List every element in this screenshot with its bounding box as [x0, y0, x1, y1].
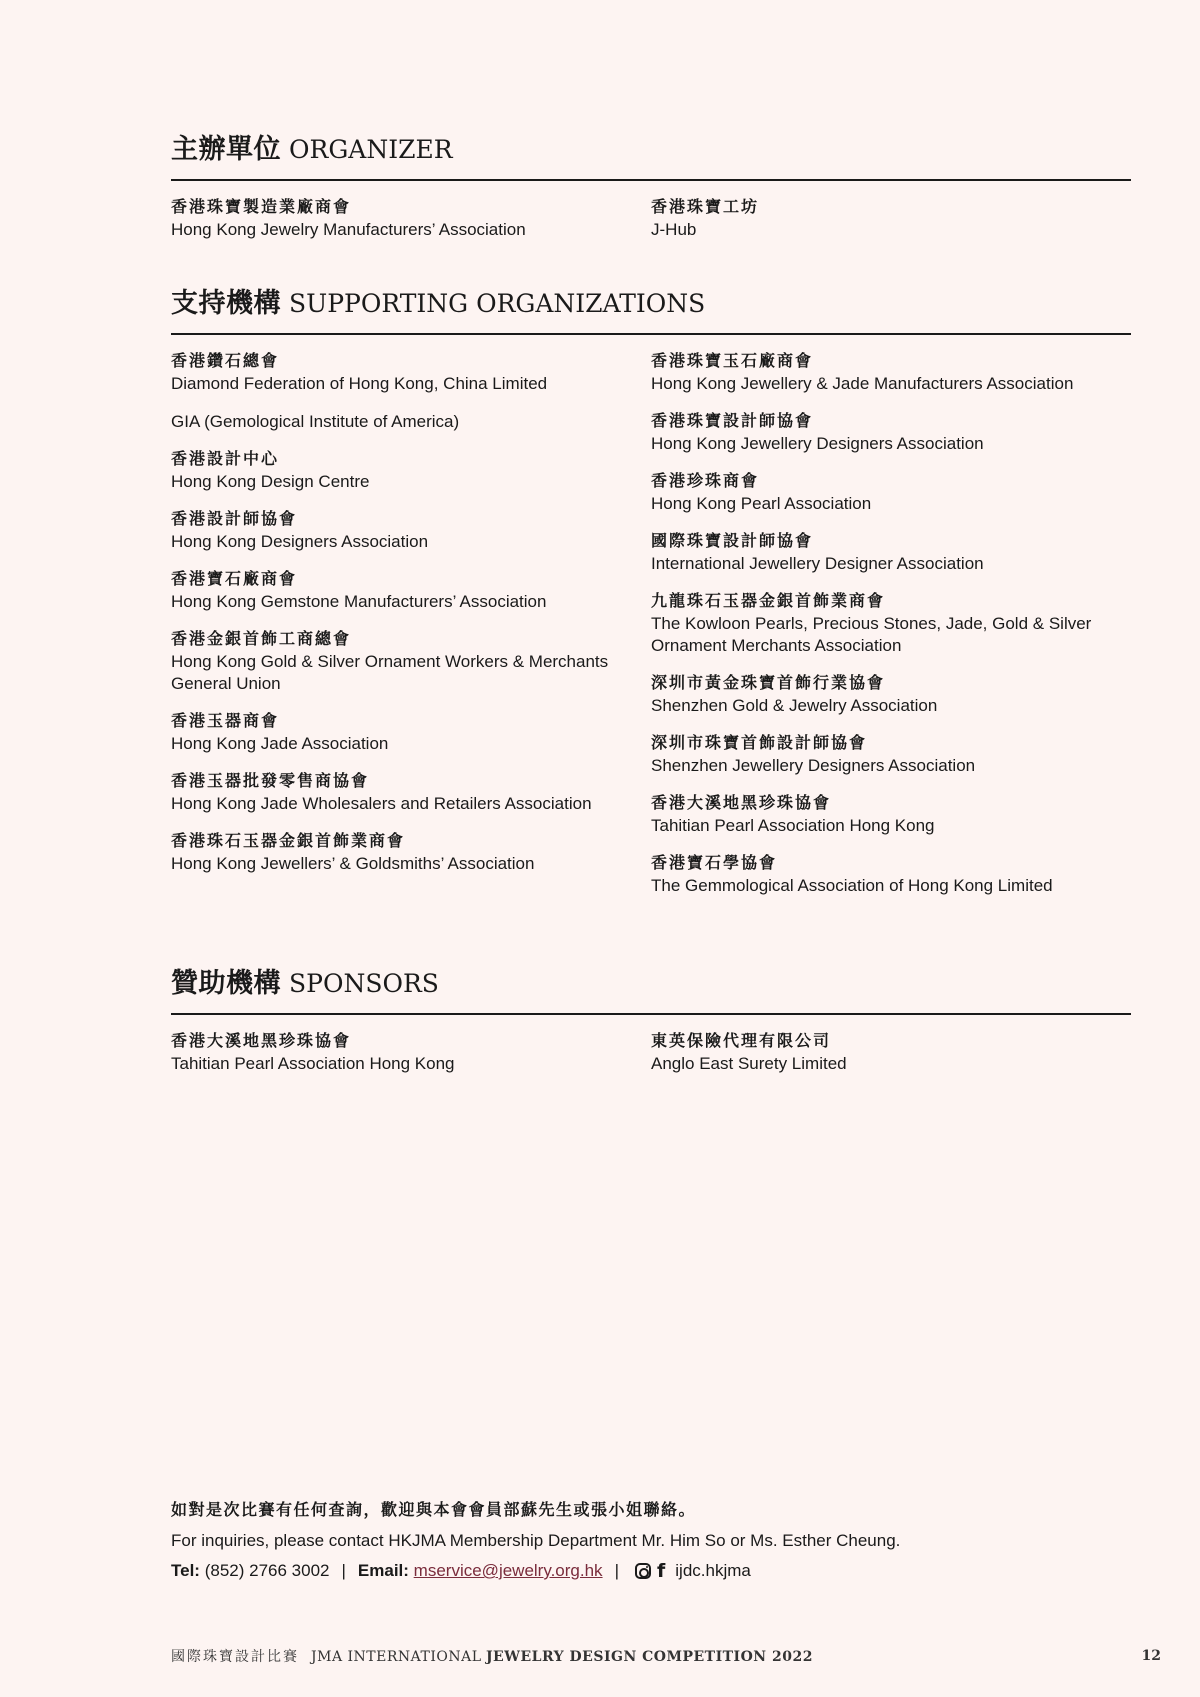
- sponsors-section: [171, 966, 1131, 1091]
- sponsors-title: [171, 966, 1131, 1015]
- sponsors-title-en: SPONSORS: [289, 969, 439, 998]
- email-label: Email:: [357, 1561, 409, 1580]
- organization-name-en: Hong Kong Pearl Association: [651, 494, 872, 513]
- organization-name-zh: 香港珠寶工坊: [651, 199, 760, 216]
- sponsors-right-column: [651, 1031, 1131, 1091]
- organization-name-zh: 深圳市珠寶首飾設計師協會: [651, 735, 868, 752]
- organization-name-en: Hong Kong Design Centre: [171, 472, 370, 491]
- organization-name-en: Anglo East Surety Limited: [651, 1054, 847, 1073]
- organization-name-zh: 香港玉器批發零售商協會: [171, 773, 370, 790]
- organizer-right-column: [651, 197, 1131, 257]
- email-link[interactable]: mservice@jewelry.org.hk: [413, 1561, 603, 1580]
- organization-name-zh: 香港鑽石總會: [171, 353, 280, 370]
- sponsors-left-column: [171, 1031, 651, 1091]
- publication-title-bold: JEWELRY DESIGN COMPETITION 2022: [485, 1649, 813, 1665]
- organization-name-zh: 香港珠石玉器金銀首飾業商會: [171, 833, 406, 850]
- organization-entry: [171, 629, 651, 695]
- organization-name-en: Shenzhen Gold & Jewelry Association: [651, 696, 938, 715]
- social-handle: ijdc.hkjma: [675, 1561, 751, 1580]
- organization-entry: [651, 591, 1131, 657]
- organization-name-en: International Jewellery Designer Association: [651, 554, 984, 573]
- organization-name-en: Hong Kong Jewelry Manufacturers’ Association: [171, 220, 526, 239]
- publication-title-zh: 國際珠寶設計比賽: [171, 1649, 299, 1665]
- organization-name-zh: 東英保險代理有限公司: [651, 1033, 832, 1050]
- organization-name-zh: 香港設計師協會: [171, 511, 298, 528]
- organization-name-zh: 國際珠寶設計師協會: [651, 533, 814, 550]
- organizer-title-en: ORGANIZER: [289, 135, 453, 164]
- organization-entry: [651, 1031, 1131, 1075]
- organization-name-zh: 香港珠寶玉石廠商會: [651, 353, 814, 370]
- facebook-icon[interactable]: f: [656, 1560, 666, 1582]
- organization-name-en: Hong Kong Jewellery & Jade Manufacturers Association: [651, 374, 1074, 393]
- organization-name-zh: 香港大溪地黑珍珠協會: [171, 1033, 352, 1050]
- organization-name-zh: 九龍珠石玉器金銀首飾業商會: [651, 593, 886, 610]
- supporting-title-zh: 支持機構: [171, 288, 281, 318]
- supporting-title: [171, 286, 1131, 335]
- organizer-title-zh: 主辦單位: [171, 134, 281, 164]
- publication-title-light: JMA INTERNATIONAL: [311, 1649, 482, 1665]
- organization-name-en: Tahitian Pearl Association Hong Kong: [171, 1054, 455, 1073]
- organization-name-en: Hong Kong Jewellery Designers Association: [651, 434, 984, 453]
- separator: |: [341, 1561, 346, 1580]
- organization-entry: [651, 673, 1131, 717]
- organizer-left-column: [171, 197, 651, 257]
- organization-name-zh: 香港玉器商會: [171, 713, 280, 730]
- organizer-section: [171, 132, 1131, 257]
- organization-name-en: The Kowloon Pearls, Precious Stones, Jade, Gold & Silver Ornament Merchants Association: [651, 614, 1092, 655]
- organization-name-zh: 香港設計中心: [171, 451, 280, 468]
- organization-name-zh: 香港寶石學協會: [651, 855, 778, 872]
- organization-name-zh: 香港大溪地黑珍珠協會: [651, 795, 832, 812]
- organization-name-en: Hong Kong Designers Association: [171, 532, 429, 551]
- contact-block: [171, 1500, 1131, 1582]
- supporting-right-column: [651, 351, 1131, 913]
- sponsors-columns: [171, 1031, 1131, 1091]
- organization-entry: [171, 569, 651, 613]
- organization-entry: [171, 509, 651, 553]
- organization-name-en: GIA (Gemological Institute of America): [171, 412, 460, 431]
- separator: |: [614, 1561, 619, 1580]
- organization-entry: [651, 853, 1131, 897]
- organization-entry: [171, 351, 651, 395]
- organization-entry: [651, 351, 1131, 395]
- organization-entry: [171, 449, 651, 493]
- organization-entry: [651, 471, 1131, 515]
- organization-name-en: Hong Kong Jade Association: [171, 734, 389, 753]
- organizer-title: [171, 132, 1131, 181]
- organization-name-en: Shenzhen Jewellery Designers Association: [651, 756, 976, 775]
- organization-entry: [651, 197, 1131, 241]
- sponsors-title-zh: 贊助機構: [171, 968, 281, 998]
- instagram-icon[interactable]: [635, 1563, 651, 1579]
- organization-entry: [651, 733, 1131, 777]
- supporting-section: [171, 286, 1131, 913]
- organization-name-en: The Gemmological Association of Hong Kong Limited: [651, 876, 1053, 895]
- organization-entry: [171, 711, 651, 755]
- organization-name-en: Tahitian Pearl Association Hong Kong: [651, 816, 935, 835]
- inquiry-text-en: For inquiries, please contact HKJMA Membership Department Mr. Him So or Ms. Esther Cheung.: [171, 1531, 901, 1550]
- page-footer-bar: [171, 1646, 1161, 1666]
- supporting-columns: [171, 351, 1131, 913]
- organization-entry: [651, 411, 1131, 455]
- organization-name-zh: 香港珠寶製造業廠商會: [171, 199, 352, 216]
- inquiry-text-zh: 如對是次比賽有任何查詢，歡迎與本會會員部蘇先生或張小姐聯絡。: [171, 1502, 697, 1519]
- organization-name-zh: 香港珠寶設計師協會: [651, 413, 814, 430]
- organization-entry: [171, 831, 651, 875]
- page-number: 12: [1141, 1648, 1161, 1664]
- organizer-columns: [171, 197, 1131, 257]
- organization-entry: [171, 1031, 651, 1075]
- organization-name-zh: 深圳市黃金珠寶首飾行業協會: [651, 675, 886, 692]
- publication-title: [171, 1646, 813, 1666]
- organization-name-en: Hong Kong Jewellers’ & Goldsmiths’ Association: [171, 854, 535, 873]
- contact-line: [171, 1560, 1131, 1582]
- supporting-left-column: [171, 351, 651, 913]
- organization-entry: [651, 531, 1131, 575]
- organization-entry: [171, 411, 651, 433]
- organization-entry: [171, 771, 651, 815]
- organization-entry: [171, 197, 651, 241]
- organization-name-en: Diamond Federation of Hong Kong, China Limited: [171, 374, 548, 393]
- organization-name-zh: 香港金銀首飾工商總會: [171, 631, 352, 648]
- organization-name-en: J-Hub: [651, 220, 697, 239]
- organization-entry: [651, 793, 1131, 837]
- tel-label: Tel:: [171, 1561, 200, 1580]
- tel-value: (852) 2766 3002: [204, 1561, 330, 1580]
- supporting-title-en: SUPPORTING ORGANIZATIONS: [289, 289, 706, 318]
- organization-name-en: Hong Kong Jade Wholesalers and Retailers Association: [171, 794, 592, 813]
- organization-name-en: Hong Kong Gemstone Manufacturers’ Association: [171, 592, 547, 611]
- organization-name-zh: 香港寶石廠商會: [171, 571, 298, 588]
- organization-name-en: Hong Kong Gold & Silver Ornament Workers & Merchants General Union: [171, 652, 609, 693]
- organization-name-zh: 香港珍珠商會: [651, 473, 760, 490]
